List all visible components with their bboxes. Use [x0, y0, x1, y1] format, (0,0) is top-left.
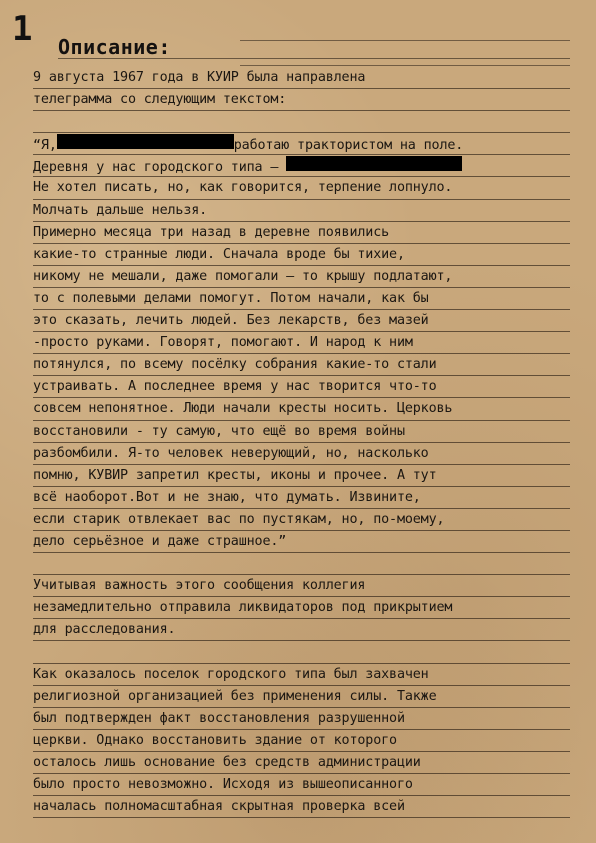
text-line: то с полевыми делами помогут. Потом начали, как бы	[33, 288, 570, 310]
text-line: какие-то странные люди. Сначала вроде бы тихие,	[33, 244, 570, 266]
text-line: разбомбили. Я-то человек неверующий, но, насколько	[33, 443, 570, 465]
text-line: помню, КУВИР запретил кресты, иконы и прочее. А тут	[33, 465, 570, 487]
text-line: “Я, работаю трактористом на поле.	[33, 133, 570, 155]
text-line: Как оказалось поселок городского типа был захвачен	[33, 664, 570, 686]
text-line: было просто невозможно. Исходя из вышеописанного	[33, 774, 570, 796]
text-line: Не хотел писать, но, как говорится, терпение лопнуло.	[33, 177, 570, 199]
text-line: Учитывая важность этого сообщения коллегия	[33, 575, 570, 597]
text-line: Молчать дальше нельзя.	[33, 200, 570, 222]
text-line: 9 августа 1967 года в КУИР была направлена	[33, 67, 570, 89]
text-line: всё наоборот.Вот и не знаю, что думать. Извините,	[33, 487, 570, 509]
blank-line	[33, 111, 570, 133]
text-line: церкви. Однако восстановить здание от которого	[33, 730, 570, 752]
text-line: это сказать, лечить людей. Без лекарств, без мазей	[33, 310, 570, 332]
text-line: осталось лишь основание без средств администрации	[33, 752, 570, 774]
text-line: никому не мешали, даже помогали – то крышу подлатают,	[33, 266, 570, 288]
redaction-bar	[57, 134, 234, 149]
redaction-bar	[286, 156, 462, 171]
text-line: религиозной организацией без применения силы. Также	[33, 686, 570, 708]
text-line: -просто руками. Говорят, помогают. И народ к ним	[33, 332, 570, 354]
heading-underline	[58, 58, 570, 59]
heading-ruled-lines	[240, 40, 570, 66]
text-line: был подтвержден факт восстановления разрушенной	[33, 708, 570, 730]
page-number: 1	[12, 9, 33, 49]
blank-line	[33, 641, 570, 663]
blank-line	[33, 553, 570, 575]
text-line: Примерно месяца три назад в деревне появились	[33, 222, 570, 244]
document-body	[33, 67, 570, 818]
page-title: Описание:	[58, 35, 171, 59]
text-line: началась полномасштабная скрытная проверка всей	[33, 796, 570, 818]
text-line: потянулся, по всему посёлку собрания какие-то стали	[33, 354, 570, 376]
text-line: для расследования.	[33, 619, 570, 641]
text-line: устраивать. А последнее время у нас творится что-то	[33, 376, 570, 398]
text-line: восстановили - ту самую, что ещё во время войны	[33, 421, 570, 443]
text-line: телеграмма со следующим текстом:	[33, 89, 570, 111]
text-line: если старик отвлекает вас по пустякам, но, по-моему,	[33, 509, 570, 531]
text-line: совсем непонятное. Люди начали кресты носить. Церковь	[33, 398, 570, 420]
text-line: незамедлительно отправила ликвидаторов под прикрытием	[33, 597, 570, 619]
text-line: дело серьёзное и даже страшное.”	[33, 531, 570, 553]
text-line: Деревня у нас городского типа –	[33, 155, 570, 177]
